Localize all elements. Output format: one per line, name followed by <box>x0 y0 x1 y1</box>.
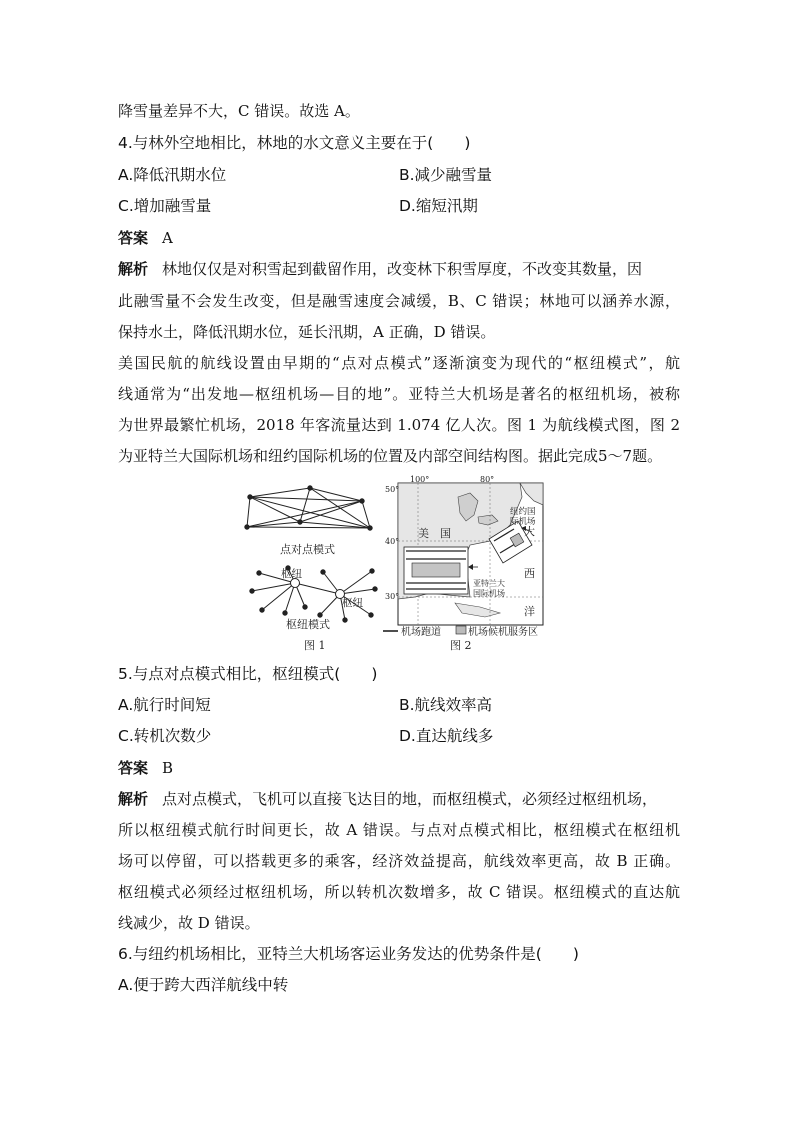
figure-airline-models <box>0 475 794 675</box>
q5-option-b: B.航线效率高 <box>399 696 493 714</box>
q4-option-d: D.缩短汛期 <box>399 197 478 215</box>
hub-diagram <box>250 566 377 622</box>
q6-option-a: A.便于跨大西洋航线中转 <box>118 976 289 994</box>
q4-answer <box>118 228 173 248</box>
lat-30: 30° <box>385 592 400 601</box>
legend-runway-label: 机场跑道 <box>401 627 441 638</box>
caption-fig1: 图 1 <box>304 639 326 652</box>
prev-analysis-tail: 降雪量差异不大，C 错误。故选 A。 <box>118 102 360 120</box>
q4-analysis-line-3: 保持水土，降低汛期水位，延长汛期，A 正确，D 错误。 <box>118 323 496 341</box>
q5-analysis-line-4: 枢纽模式必须经过枢纽机场，所以转机次数增多，故 C 错误。枢纽模式的直达航 <box>118 883 680 901</box>
answer-label: 答案 <box>118 759 149 777</box>
label-p2p: 点对点模式 <box>280 543 335 556</box>
answer-label: 答案 <box>118 229 149 247</box>
q4-option-a: A.降低汛期水位 <box>118 166 227 184</box>
analysis-label: 解析 <box>118 260 149 278</box>
q5-option-a: A.航行时间短 <box>118 696 211 714</box>
q5-option-c: C.转机次数少 <box>118 727 212 745</box>
material-line-1: 美国民航的航线设置由早期的“点对点模式”逐渐演变为现代的“枢纽模式”，航 <box>118 354 680 372</box>
lat-50: 50° <box>385 485 400 494</box>
material-line-4: 为亚特兰大国际机场和纽约国际机场的位置及内部空间结构图。据此完成5～7题。 <box>118 447 663 465</box>
atlanta-airport-inset <box>404 547 478 594</box>
lon-80: 80° <box>480 475 495 484</box>
q5-answer <box>118 758 173 778</box>
atl-label-2: 国际机场 <box>473 589 505 598</box>
hub-label-2: 枢纽 <box>342 597 363 609</box>
label-hub: 枢纽模式 <box>286 618 330 631</box>
lat-40: 40° <box>385 537 400 546</box>
ocean-label-1: 大 <box>524 525 535 538</box>
answer-value: B <box>162 759 174 777</box>
label-usa: 美 国 <box>418 527 451 540</box>
q5-analysis-line-1 <box>118 789 657 809</box>
q4-option-b: B.减少融雪量 <box>399 166 493 184</box>
caption-fig2: 图 2 <box>450 639 472 652</box>
q5-option-d: D.直达航线多 <box>399 727 494 745</box>
hub-label-1: 枢纽 <box>281 568 302 580</box>
analysis-text: 点对点模式，飞机可以直接飞达目的地，而枢纽模式，必须经过枢纽机场， <box>162 790 658 808</box>
answer-value: A <box>162 229 173 247</box>
p2p-diagram <box>245 486 372 530</box>
analysis-label: 解析 <box>118 790 149 808</box>
q5-stem: 5.与点对点模式相比，枢纽模式( ) <box>118 665 378 683</box>
analysis-text: 林地仅仅是对积雪起到截留作用，改变林下积雪厚度，不改变其数量，因 <box>162 260 643 278</box>
ocean-label-3: 洋 <box>524 605 535 618</box>
q4-option-c: C.增加融雪量 <box>118 197 212 215</box>
q4-analysis-line-2: 此融雪量不会发生改变，但是融雪速度会减缓，B、C 错误；林地可以涵养水源， <box>118 292 680 310</box>
q4-stem: 4.与林外空地相比，林地的水文意义主要在于( ) <box>118 134 471 152</box>
material-line-3: 为世界最繁忙机场，2018 年客流量达到 1.074 亿人次。图 1 为航线模式图，图 2 <box>118 416 680 434</box>
ny-label-1: 纽约国 <box>510 507 536 517</box>
q4-analysis-line-1 <box>118 259 642 279</box>
q5-analysis-line-5: 线减少，故 D 错误。 <box>118 914 260 932</box>
legend-terminal-label: 机场候机服务区 <box>468 627 538 638</box>
q6-stem: 6.与纽约机场相比，亚特兰大机场客运业务发达的优势条件是( ) <box>118 945 579 963</box>
ocean-label-2: 西 <box>524 567 535 580</box>
lon-100: 100° <box>410 475 430 484</box>
legend-terminal-symbol <box>456 626 466 634</box>
q5-analysis-line-3: 场可以停留，可以搭载更多的乘客，经济效益提高，航线效率更高，故 B 正确。 <box>118 852 680 870</box>
atl-label-1: 亚特兰大 <box>473 579 505 588</box>
material-line-2: 线通常为“出发地—枢纽机场—目的地”。亚特兰大机场是著名的枢纽机场，被称 <box>118 385 680 403</box>
q5-analysis-line-2: 所以枢纽模式航行时间更长，故 A 错误。与点对点模式相比，枢纽模式在枢纽机 <box>118 821 680 839</box>
ny-label-2: 际机场 <box>510 517 536 527</box>
